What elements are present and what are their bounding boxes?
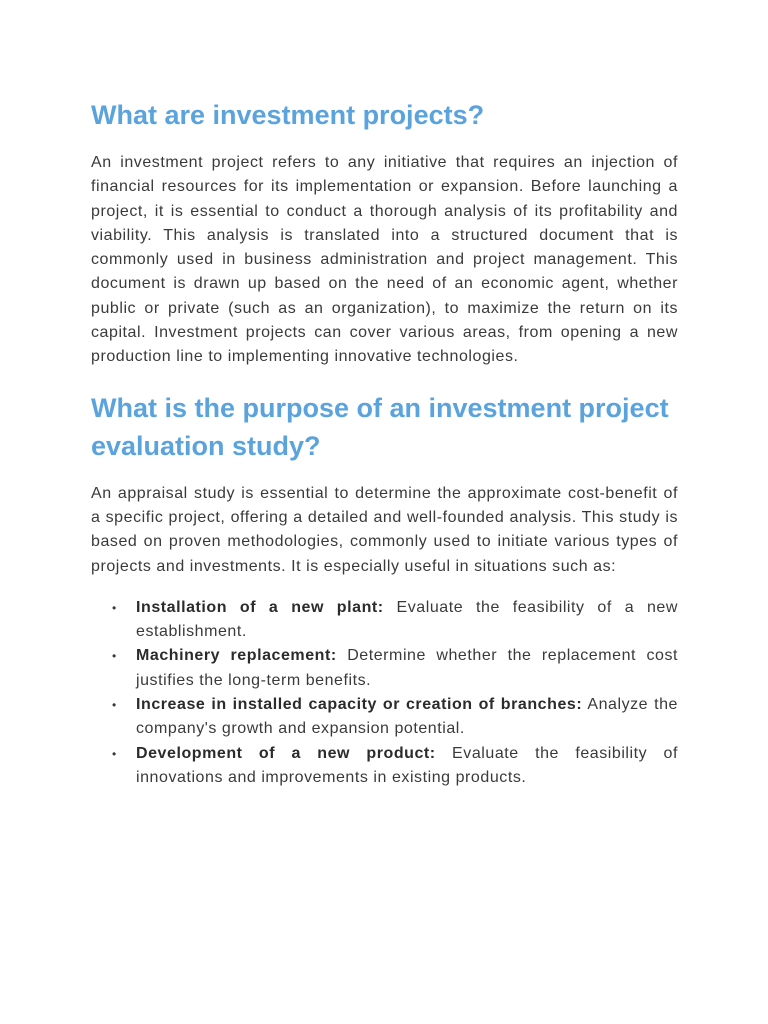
bullet-icon: • (112, 600, 117, 615)
section-paragraph-investment-projects: An investment project refers to any initiative that requires an injection of financial resources for its implementation or expansion. Before launching a project, it is essential to conduct a thorough analysis of its profitability and viability. This analysis is translated into a structured document that is commonly used in business administration and project management. This document is drawn up based on the need of an economic agent, whether public or private (such as an organization), to maximize the return on its capital. Investment projects can cover various areas, from opening a new production line to implementing innovative technologies. (91, 154, 678, 366)
bullet-icon: • (112, 746, 117, 761)
list-item-text: Analyze the company's growth and expansion potential. (136, 696, 678, 738)
use-case-list (91, 596, 678, 790)
list-item (112, 644, 679, 693)
bullet-icon: • (112, 649, 117, 664)
section-heading-investment-projects: What are investment projects? (91, 100, 485, 130)
section-heading-evaluation-purpose: What is the purpose of an investment project evaluation study? (91, 392, 669, 461)
bullet-icon: • (112, 698, 117, 713)
list-item-term: Machinery replacement: (136, 647, 337, 665)
list-item (112, 742, 678, 791)
list-item (112, 693, 678, 742)
document-page (91, 96, 678, 790)
list-item (112, 596, 678, 645)
list-item-term: Development of a new product: (136, 744, 436, 762)
list-item-term: Installation of a new plant: (136, 598, 384, 616)
section-paragraph-evaluation-purpose: An appraisal study is essential to determine the approximate cost-benefit of a specific project, offering a detailed and well-founded analysis. This study is based on proven methodologies, commonly used to initiate various types of projects and investments. It is especially useful in situations such as: (91, 484, 678, 575)
list-item-text: Evaluate the feasibility of innovations and improvements in existing products. (136, 744, 678, 786)
list-item-text: Determine whether the replacement cost justifies the long-term benefits. (136, 647, 679, 689)
list-item-term: Increase in installed capacity or creation of branches: (136, 696, 583, 714)
list-item-text: Evaluate the feasibility of a new establishment. (136, 598, 678, 641)
